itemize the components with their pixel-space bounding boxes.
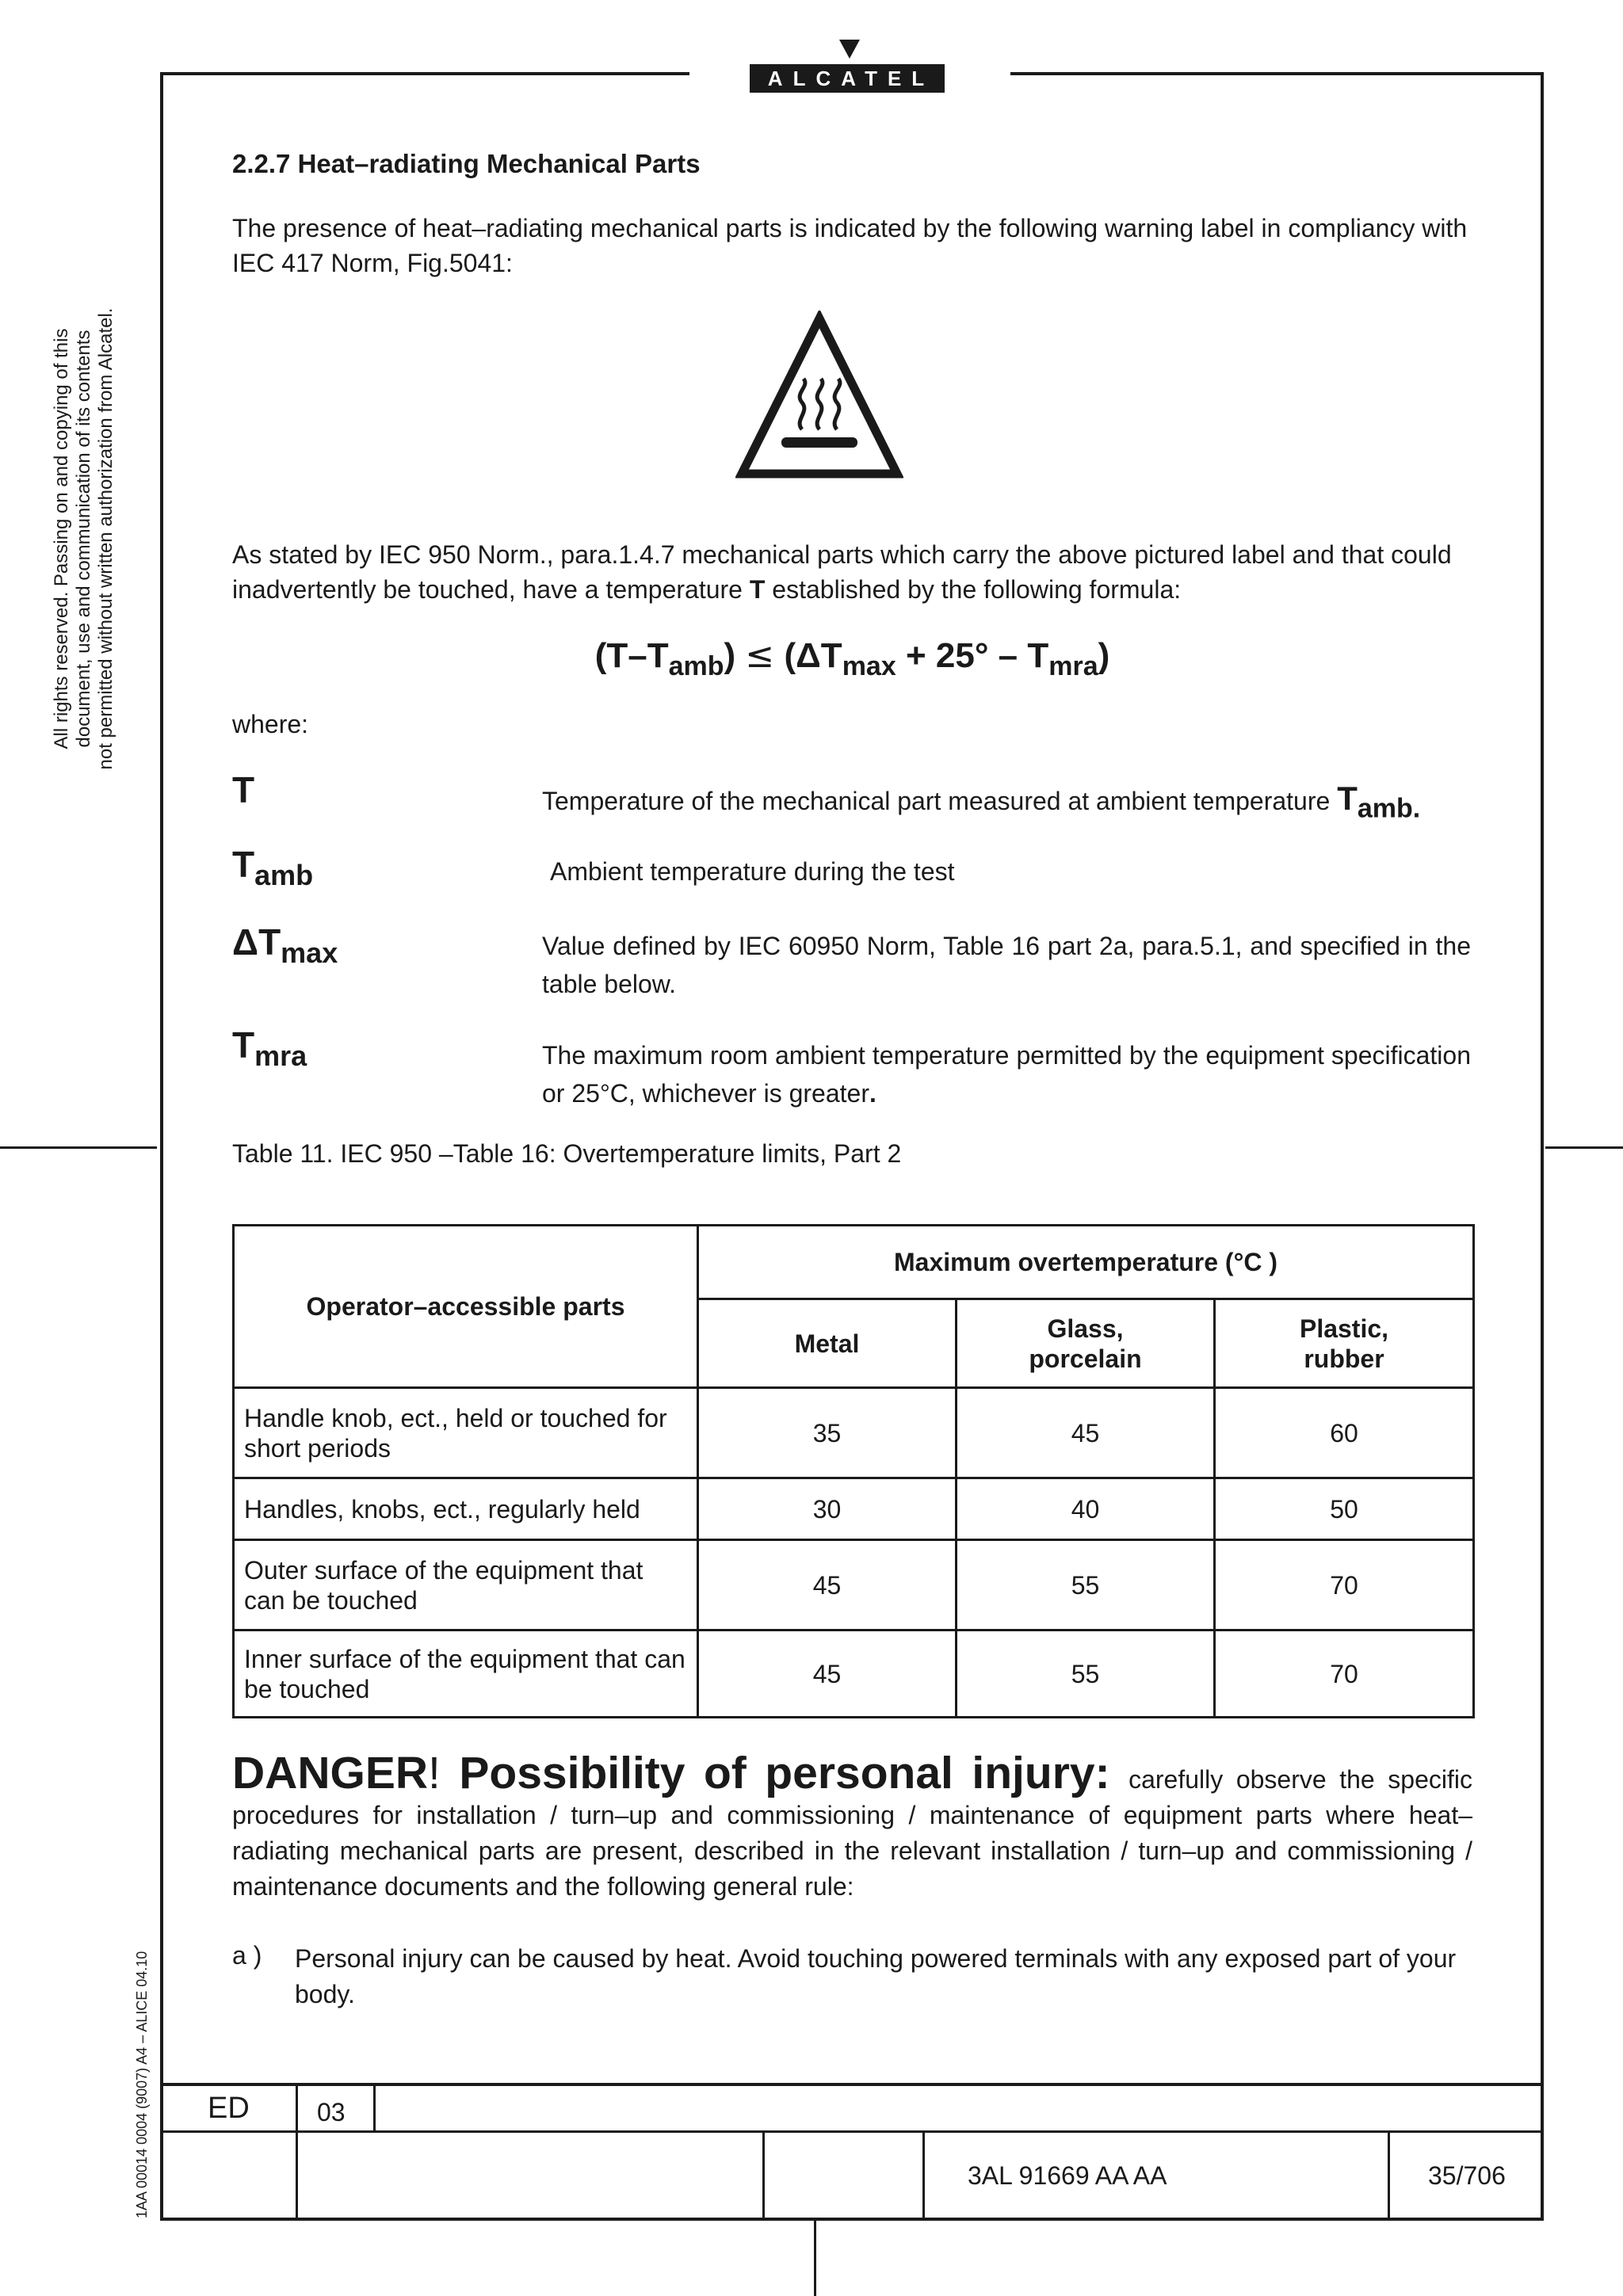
danger-heading: Possibility of personal injury: [440, 1748, 1129, 1798]
table-row [234, 1478, 1474, 1540]
symbol-tmra-base: T [232, 1024, 255, 1066]
cell-metal: 30 [698, 1478, 957, 1540]
table-header-row-1 [234, 1226, 1474, 1299]
formula-sub-amb: amb [668, 650, 724, 681]
cell-metal: 45 [698, 1540, 957, 1630]
formula-le: ≤ [745, 635, 775, 676]
cell-glass: 55 [957, 1630, 1215, 1718]
header-max-overtemperature: Maximum overtemperature (°C ) [698, 1226, 1474, 1299]
danger-paragraph [232, 1749, 1472, 1905]
fold-mark-left [0, 1146, 157, 1149]
footer-divider-4 [922, 2130, 925, 2221]
form-code: 1AA 00014 0004 (9007) A4 – ALICE 04.10 [134, 1951, 150, 2218]
rights-line-1: All rights reserved. Passing on and copying of this [51, 328, 72, 749]
formula-sub-max: max [842, 650, 896, 681]
header-plastic: Plastic, rubber [1215, 1299, 1474, 1388]
definition-t-text: Temperature of the mechanical part measured at ambient temperature [542, 787, 1338, 815]
symbol-tmra-sub: mra [254, 1039, 307, 1073]
footer-top-line [160, 2083, 1544, 2086]
formula-open: (T–T [594, 636, 669, 675]
symbol-dtmax [232, 921, 338, 970]
definition-t-tail [1337, 780, 1421, 824]
definition-dtmax: Value defined by IEC 60950 Norm, Table 16 part 2a, para.5.1, and specified in the table below. [542, 932, 1471, 998]
temperature-formula [232, 632, 1472, 690]
symbol-tamb [232, 843, 313, 892]
danger-text: carefully observe the specific procedures for installation / turn–up and commissioning / maintenance of equipment parts where heat–radiating mechanical parts are present, described in the relevant installation / turn–up and commissioning / maintenance documents and the following general rule: [232, 1765, 1473, 1901]
footer-tail-line [814, 2221, 816, 2296]
row-part: Handles, knobs, ect., regularly held [234, 1478, 698, 1540]
symbol-tamb-sub: amb [254, 859, 314, 892]
symbol-tmra [232, 1024, 307, 1073]
formula-open2: (ΔT [784, 636, 842, 675]
definition-t-tail-base: T [1337, 780, 1358, 817]
cell-plastic: 70 [1215, 1630, 1474, 1718]
row-part: Outer surface of the equipment that can be touched [234, 1540, 698, 1630]
footer-ed-label: ED [208, 2092, 250, 2125]
hot-surface-warning-icon [735, 311, 903, 483]
header-glass: Glass, porcelain [957, 1299, 1215, 1388]
cell-glass: 40 [957, 1478, 1215, 1540]
danger-word: DANGER [232, 1748, 429, 1798]
definition-t-tail-sub: amb. [1357, 793, 1421, 824]
cell-metal: 45 [698, 1630, 957, 1718]
cell-glass: 45 [957, 1388, 1215, 1478]
formula-sub-mra: mra [1048, 650, 1098, 681]
stated-prefix: As stated by IEC 950 Norm., para.1.4.7 mechanical parts which carry the above pictured label and that could inadvertently be touched, have a temperature [232, 540, 1452, 604]
stated-symbol: T [749, 575, 766, 604]
footer-bottom-line [160, 2218, 1544, 2221]
rule-letter: a ) [232, 1941, 262, 1970]
footer-divider-1 [296, 2083, 298, 2221]
where-label: where: [232, 710, 309, 738]
footer-page-number: 35/706 [1428, 2161, 1506, 2190]
definition-tamb: Ambient temperature during the test [550, 857, 955, 886]
symbol-t: T [232, 769, 255, 810]
definition-t [542, 780, 1471, 827]
overtemperature-table [232, 1224, 1475, 1718]
rights-notice [51, 277, 117, 800]
symbol-dtmax-sub: max [281, 936, 338, 970]
alcatel-logo: ALCATEL [750, 64, 945, 93]
footer-divider-3 [762, 2130, 765, 2221]
rights-line-3: not permitted without written authorization from Alcatel. [95, 307, 116, 770]
definition-tmra-text: The maximum room ambient temperature permitted by the equipment specification or 25°C, whichever is greater [542, 1041, 1471, 1108]
row-part: Inner surface of the equipment that can be touched [234, 1630, 698, 1718]
formula-close2: ) [1098, 636, 1110, 675]
frame-top-right [1010, 72, 1543, 75]
definition-tmra [542, 1036, 1471, 1112]
stated-paragraph [232, 537, 1472, 607]
rule-text: Personal injury can be caused by heat. Avoid touching powered terminals with any exposed part of your body. [295, 1944, 1457, 2008]
frame-left [160, 72, 163, 2221]
symbol-tamb-base: T [232, 844, 255, 885]
table-row [234, 1388, 1474, 1478]
formula-plus: + 25° – T [896, 636, 1049, 675]
cell-plastic: 70 [1215, 1540, 1474, 1630]
intro-paragraph: The presence of heat–radiating mechanical parts is indicated by the following warning label in compliancy with IEC 417 Norm, Fig.5041: [232, 214, 1468, 277]
table-row [234, 1630, 1474, 1718]
logo-arrow-icon [839, 40, 860, 59]
header-operator-parts: Operator–accessible parts [234, 1226, 698, 1388]
formula-close1: ) [724, 636, 736, 675]
footer-mid-line [160, 2130, 1544, 2133]
table-caption: Table 11. IEC 950 –Table 16: Overtemperature limits, Part 2 [232, 1139, 902, 1168]
row-part: Handle knob, ect., held or touched for short periods [234, 1388, 698, 1478]
fold-mark-right [1545, 1146, 1623, 1149]
header-metal: Metal [698, 1299, 957, 1388]
frame-right [1541, 72, 1544, 2221]
cell-glass: 55 [957, 1540, 1215, 1630]
stated-suffix: established by the following formula: [765, 575, 1182, 604]
footer-divider-2 [373, 2083, 376, 2131]
cell-plastic: 50 [1215, 1478, 1474, 1540]
footer-divider-5 [1388, 2130, 1390, 2221]
rights-line-2: document, use and communication of its contents [73, 330, 94, 748]
section-title: 2.2.7 Heat–radiating Mechanical Parts [232, 149, 701, 178]
definition-tmra-end: . [869, 1079, 876, 1108]
footer-doc-code: 3AL 91669 AA AA [968, 2161, 1167, 2190]
cell-metal: 35 [698, 1388, 957, 1478]
frame-top-left [160, 72, 689, 75]
cell-plastic: 60 [1215, 1388, 1474, 1478]
symbol-dtmax-base: ΔT [232, 921, 281, 963]
table-row [234, 1540, 1474, 1630]
danger-bang: ! [428, 1748, 441, 1798]
footer-ed-value: 03 [317, 2098, 346, 2126]
